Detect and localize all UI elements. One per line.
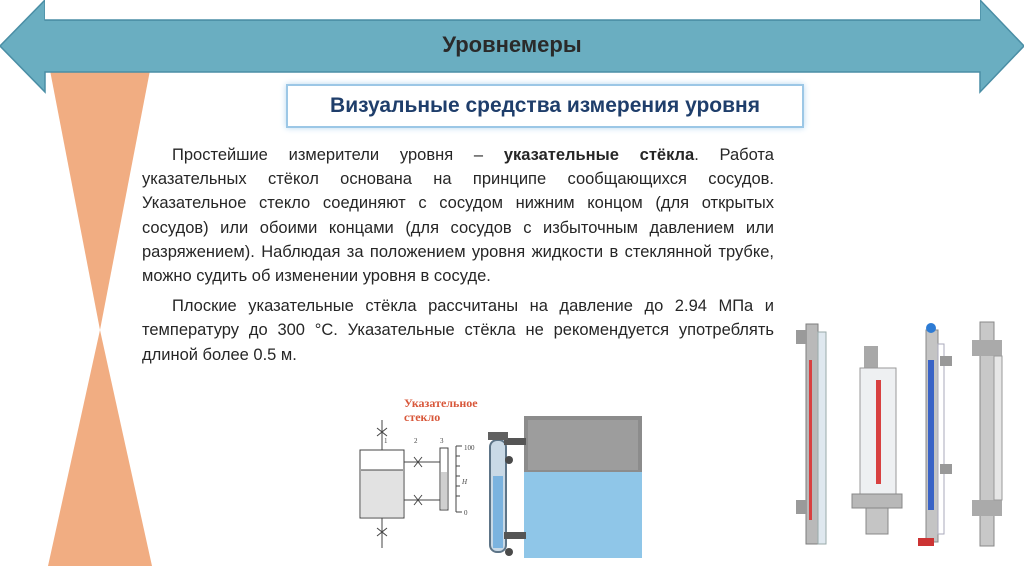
section-title-box <box>286 84 804 128</box>
num-2: 2 <box>414 437 418 445</box>
schematic-diagram <box>360 420 462 548</box>
num-3: 3 <box>440 437 444 445</box>
level-gauge-photos <box>796 322 1002 546</box>
num-1: 1 <box>384 437 388 445</box>
paragraph-2: Плоские указательные стёкла рассчитаны на давление до 2.94 МПа и температуру до 300 °С. Указательные стёкла не рекомендуется употреблять длиной более 0.5 м. <box>142 297 774 364</box>
figure-label-line2: стекло <box>404 410 441 424</box>
paragraph-1 <box>142 143 774 288</box>
p1-rest: . Работа указательных стёкол основана на принципе сообщающихся сосудов. Указательное стекло соединяют с сосудом нижним концом (для открытых сосудов) или обоими концами (для сосудов с избыточным давлением или разряжением). Наблюдая за положением уровня жидкости в стеклянной трубке, можно судить об изменении уровня в сосуде. <box>142 146 774 286</box>
scale-h-label: H <box>462 478 468 486</box>
hourglass-bottom <box>48 330 152 566</box>
banner-top-gap <box>45 0 980 20</box>
scale-top-label: 100 <box>464 444 475 452</box>
figure-label <box>404 396 514 424</box>
figure-label-line1: Указательное <box>404 396 478 410</box>
scale-bottom-label: 0 <box>464 509 468 517</box>
p1-intro: Простейшие измерители уровня – <box>172 146 504 164</box>
p1-term: указательные стёкла <box>503 146 695 164</box>
hourglass-top <box>48 60 152 330</box>
vessel-illustration <box>488 416 642 558</box>
body-text <box>142 143 774 373</box>
section-title: Визуальные средства измерения уровня <box>330 94 760 117</box>
banner-title: Уровнемеры <box>442 32 582 57</box>
